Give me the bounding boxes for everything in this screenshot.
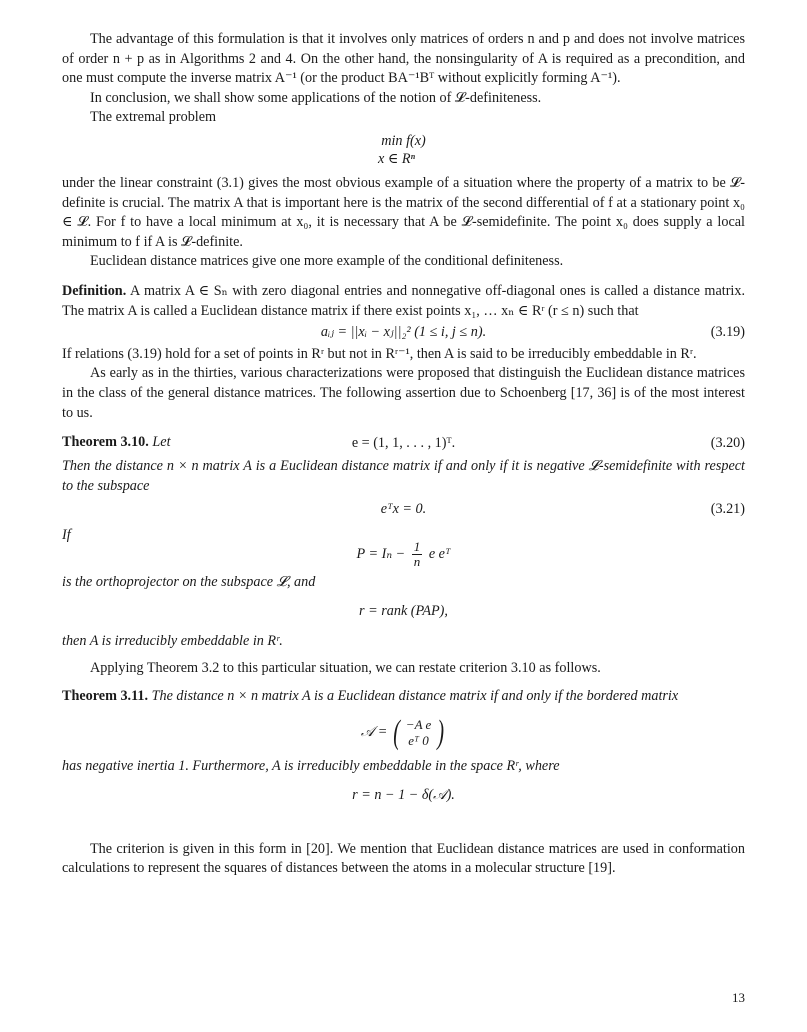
equation-number-3-20: (3.20) xyxy=(710,434,745,451)
theorem-3-10-conclusion: then A is irreducibly embeddable in Rʳ. xyxy=(62,632,283,649)
left-paren: ( xyxy=(393,713,400,751)
equation-projector-left: P = Iₙ − xyxy=(356,545,406,562)
equation-3-21-body: eᵀx = 0. xyxy=(380,501,427,518)
theorem-3-10-orthoprojector: is the orthoprojector on the subspace 𝓛, and xyxy=(62,573,316,590)
theorem-3-10-let: Let xyxy=(152,434,171,451)
theorem-3-10-if: If xyxy=(62,527,71,544)
equation-number-3-21: (3.21) xyxy=(710,501,745,518)
equation-number-3-19: (3.19) xyxy=(710,324,745,341)
equation-projector-right: e eᵀ xyxy=(428,545,451,562)
equation-minimization xyxy=(62,132,745,168)
paragraph-conclusion: In conclusion, we shall show some applications of the notion of 𝓛-definiteness. xyxy=(90,89,542,106)
equation-min-bottom: x ∈ Rⁿ xyxy=(377,150,416,167)
equation-rank: r = rank (PAP), xyxy=(359,603,448,620)
fraction-one-over-n xyxy=(412,540,423,569)
right-paren: ) xyxy=(437,713,444,751)
bordered-matrix-row-1: −A e xyxy=(405,716,432,732)
equation-projector xyxy=(62,540,745,569)
equation-bordered-matrix xyxy=(62,713,745,753)
equation-3-20 xyxy=(62,434,745,454)
equation-3-19 xyxy=(62,323,745,343)
fraction-numerator: 1 xyxy=(413,538,421,554)
paragraph-extremal-problem: The extremal problem xyxy=(90,109,217,126)
bordered-matrix-lhs: 𝒜 = xyxy=(360,723,388,740)
equation-3-19-body: aᵢⱼ = ||xᵢ − xⱼ||₂² (1 ≤ i, j ≤ n). xyxy=(320,324,487,341)
theorem-3-11-inertia: has negative inertia 1. Furthermore, A is irreducibly embeddable in the space Rʳ, where xyxy=(62,757,560,774)
theorem-3-11-statement: The distance n × n matrix A is a Euclidean distance matrix if and only if the bordered matrix xyxy=(151,688,679,705)
theorem-3-11-block xyxy=(62,687,745,707)
paragraph-criterion-source: The criterion is given in this form in [20]. We mention that Euclidean distance matrices are used in conformation calculations to represent the squares of distances between the atoms in a molecular structure [19]. xyxy=(62,840,745,877)
paragraph-formulation-advantage: The advantage of this formulation is that it involves only matrices of orders n and p and does not involve matrices of order n + p as in Algorithms 2 and 4. On the other hand, the nonsingularity of A is required as a precondition, and one must compute the inverse matrix A⁻¹ (or the product BA⁻¹Bᵀ without explicitly forming A⁻¹). xyxy=(62,31,745,87)
equation-3-20-body: e = (1, 1, . . . , 1)ᵀ. xyxy=(351,434,456,451)
equation-r-n: r = n − 1 − δ(𝒜). xyxy=(352,787,455,804)
theorem-3-10-statement: Then the distance n × n matrix A is a Euclidean distance matrix if and only if it is negative 𝓛-semidefinite with respect to the subspace xyxy=(62,458,745,494)
fraction-denominator: n xyxy=(413,553,421,569)
paragraph-applying-theorem: Applying Theorem 3.2 to this particular situation, we can restate criterion 3.10 as follows. xyxy=(90,660,601,677)
definition-heading: Definition. xyxy=(62,282,127,299)
paragraph-history: As early as in the thirties, various characterizations were proposed that distinguish the Euclidean distance matrices in the class of the general distance matrices. The following assertion due to Schoenberg [17, 36] is of the most interest to us. xyxy=(62,365,745,421)
page-body xyxy=(62,30,745,879)
definition-text: A matrix A ∈ Sₙ with zero diagonal entries and nonnegative off-diagonal ones is called a distance matrix. The matrix A is called a Euclidean distance matrix if there exist points x₁, … xₙ ∈ Rʳ (r ≤ n) such that xyxy=(62,282,745,319)
page-number: 13 xyxy=(732,990,745,1005)
equation-min-top: min f(x) xyxy=(381,132,426,149)
paragraph-euclidean-intro: Euclidean distance matrices give one more example of the conditional definiteness. xyxy=(90,253,564,270)
bordered-matrix-entries xyxy=(406,717,432,749)
bordered-matrix-row-2: eᵀ 0 xyxy=(408,732,429,748)
paragraph-irreducibly-embeddable: If relations (3.19) hold for a set of points in Rʳ but not in Rʳ⁻¹, then A is said to be irreducibly embeddable in Rʳ. xyxy=(62,345,697,362)
theorem-3-10-heading: Theorem 3.10. xyxy=(62,434,149,451)
equation-3-21 xyxy=(62,500,745,520)
paragraph-linear-constraint: under the linear constraint (3.1) gives the most obvious example of a situation where the property of a matrix to be 𝓛-definite is crucial. The matrix A that is important here is the matrix of the second differential of f at a stationary point x₀ ∈ 𝓛. For f to have a local minimum at x₀, it is necessary that A be 𝓛-semidefinite. The point x₀ does supply a local minimum to f if A is 𝓛-definite. xyxy=(62,174,745,250)
theorem-3-11-heading: Theorem 3.11. xyxy=(62,688,149,705)
definition-block xyxy=(62,282,745,321)
